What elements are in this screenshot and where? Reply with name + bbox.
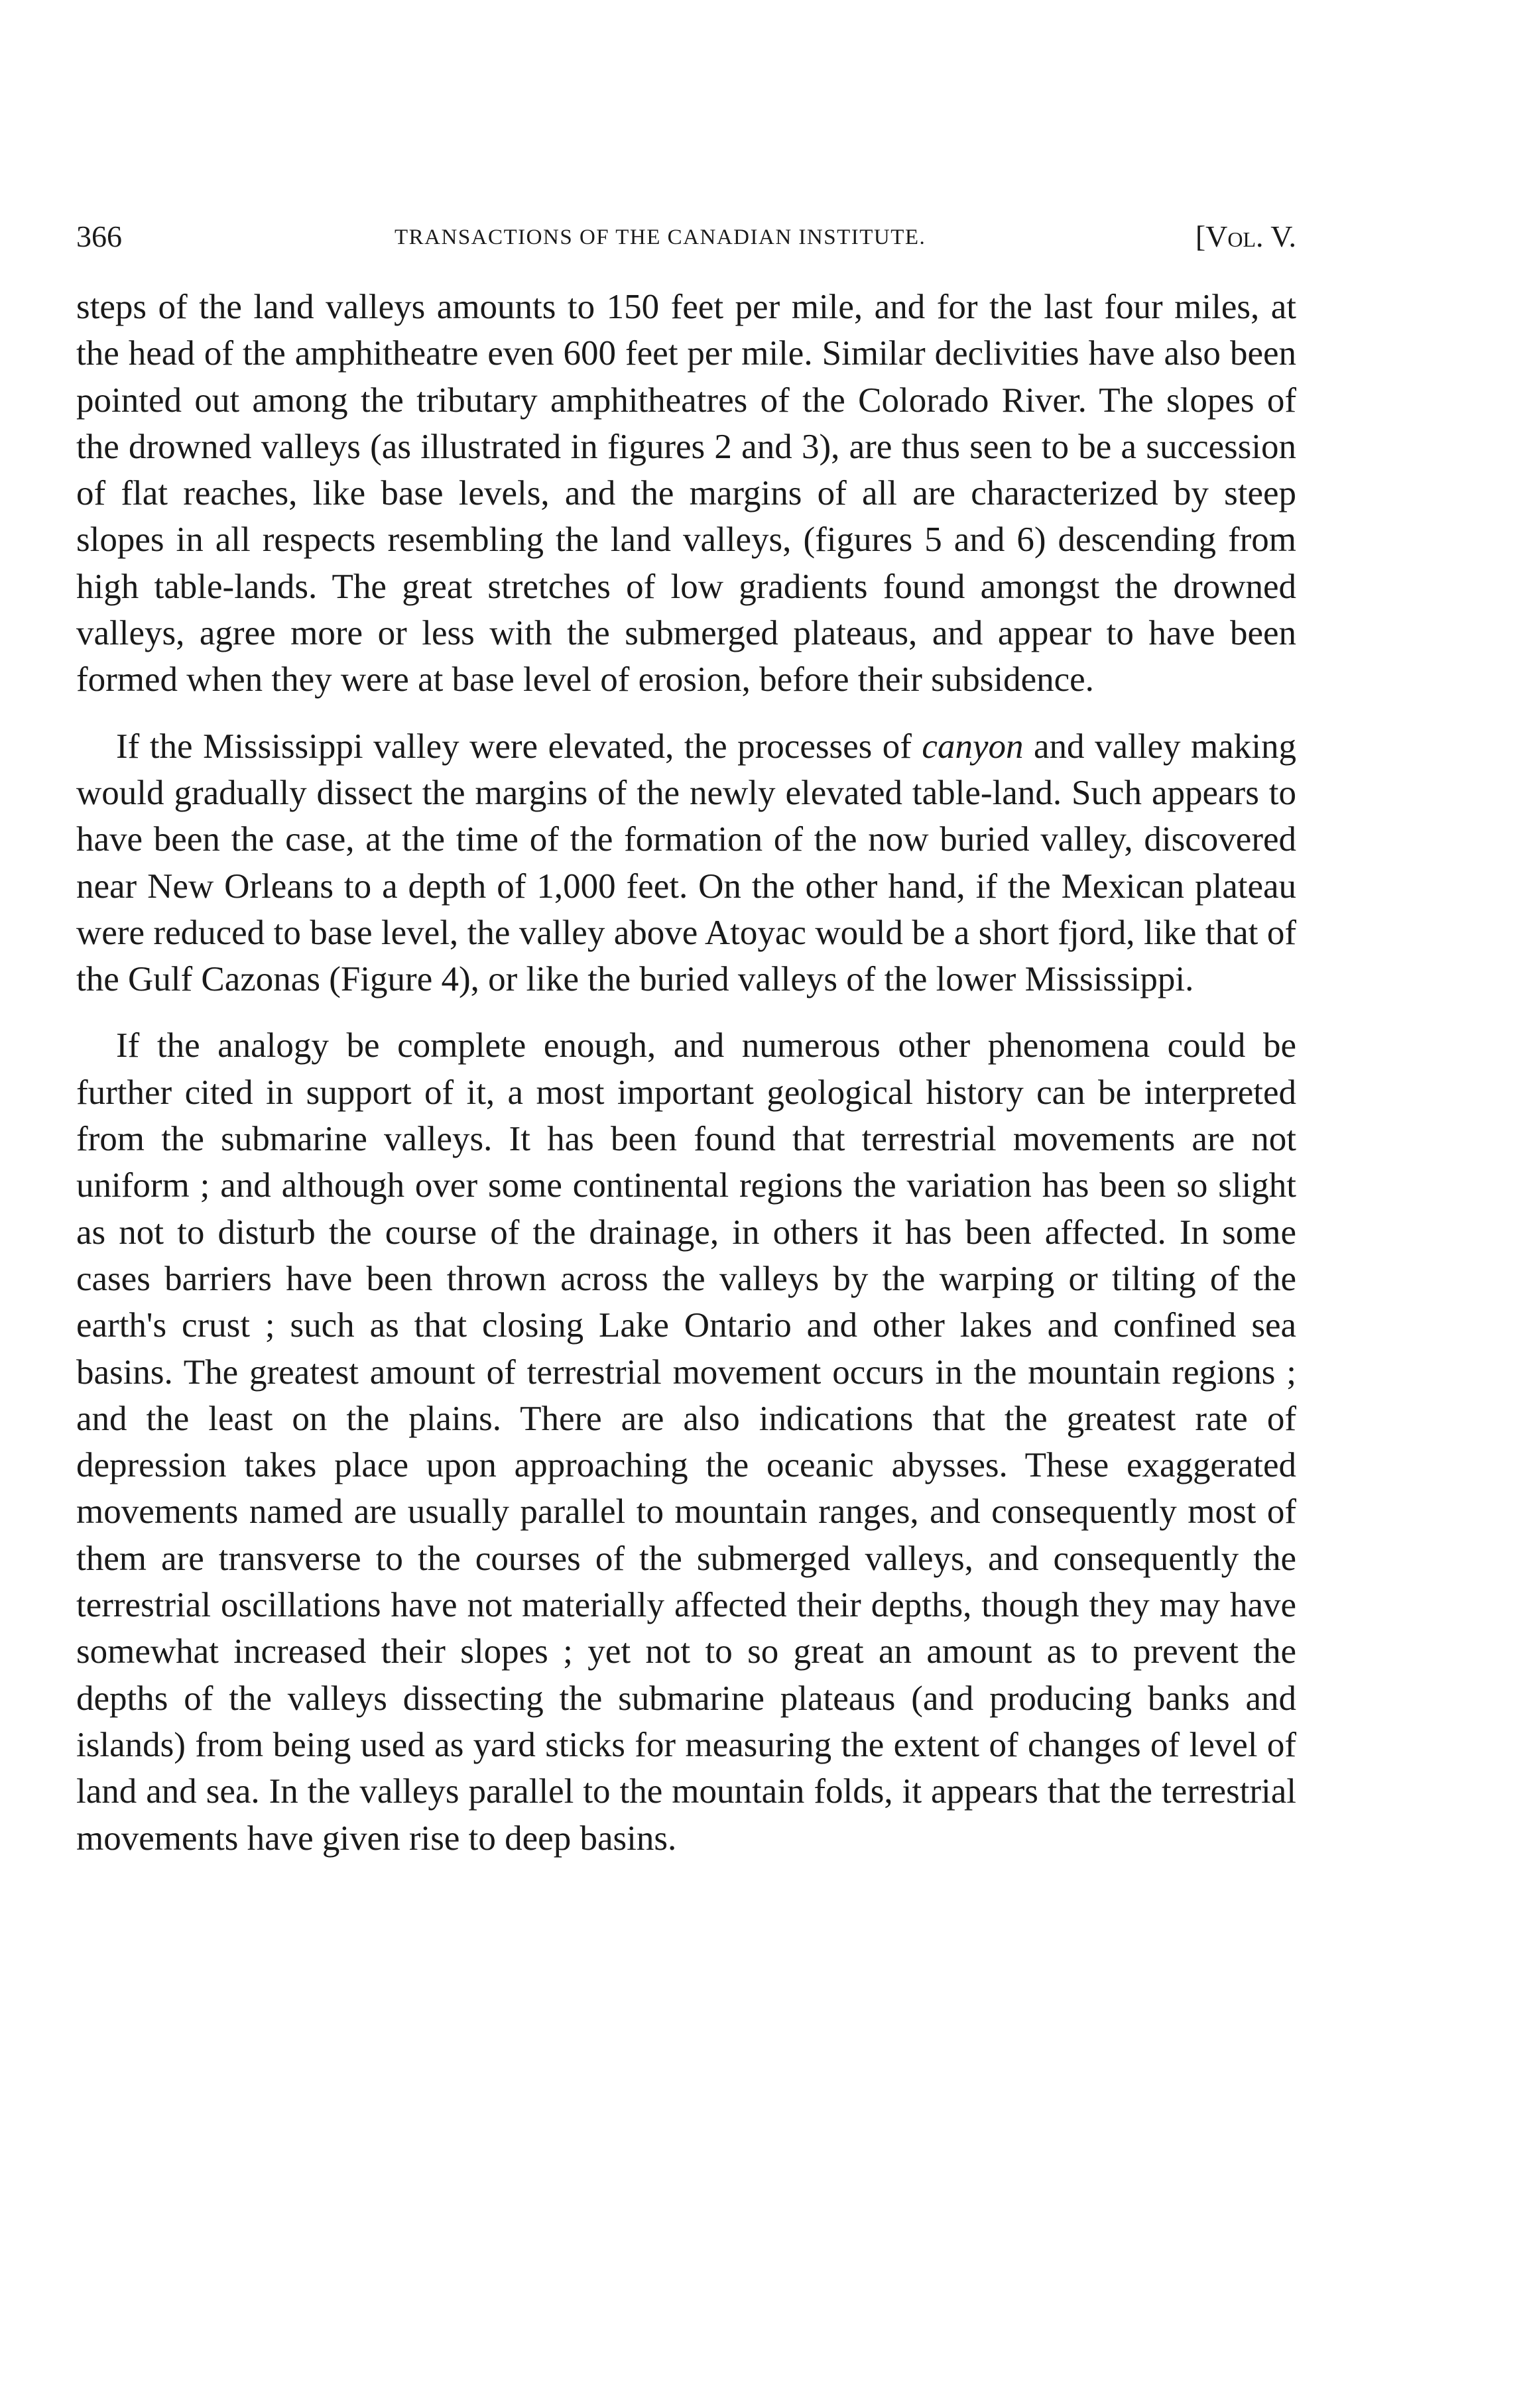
paragraph-2 [76,723,1296,1003]
paragraph-2-text-a: If the Mississippi valley were elevated, the processes of [116,727,922,766]
running-title: TRANSACTIONS OF THE CANADIAN INSTITUTE. [395,225,926,249]
body-text [76,284,1296,1862]
italic-term-canyon: canyon [922,727,1024,766]
paragraph-3 [76,1022,1296,1861]
volume-label: [Vol. V. [1195,219,1296,253]
page-number: 366 [76,219,122,253]
running-header [76,219,1296,259]
paragraph-1 [76,284,1296,703]
paragraph-1-text: steps of the land valleys amounts to 150 feet per mile, and for the last four miles, at the head of the amphitheatre even 600 feet per mile. Similar declivities have also been pointed out among the tributary amphitheatres of the Colorado River. The slopes of the drowned valleys (as illustrated in figures 2 and 3), are thus seen to be a succession of flat reaches, like base levels, and the margins of all are characterized by steep slopes in all respects resembling the land valleys, (figures 5 and 6) descending from high table-lands. The great stretches of low gradients found amongst the drowned valleys, agree more or less with the submerged plateaus, and appear to have been formed when they were at base level of erosion, before their subsidence. [76,288,1296,699]
paragraph-2-text-b: and valley making would gradually dissect the margins of the newly elevated table-land. Such appears to have been the case, at the time of the formation of the now buried valley, discovered near New Orleans to a depth of 1,000 feet. On the other hand, if the Mexican plateau were reduced to base level, the valley above Atoyac would be a short fjord, like that of the Gulf Cazonas (Figure 4), or like the buried valleys of the lower Mississippi. [76,727,1297,999]
paragraph-3-text: If the analogy be complete enough, and numerous other phenomena could be further cited in support of it, a most important geological history can be interpreted from the submarine valleys. It has been found that terrestrial movements are not uniform ; and although over some continental regions the variation has been so slight as not to disturb the course of the drainage, in others it has been affected. In some cases barriers have been thrown across the valleys by the warping or tilting of the earth's crust ; such as that closing Lake Ontario and other lakes and confined sea basins. The greatest amount of terrestrial movement occurs in the mountain regions ; and the least on the plains. There are also indications that the greatest rate of depression takes place upon approaching the oceanic abysses. These exaggerated movements named are usually parallel to mountain ranges, and consequently most of them are transverse to the courses of the submerged valleys, and consequently the terrestrial oscillations have not materially affected their depths, though they may have somewhat increased their slopes ; yet not to so great an amount as to prevent the depths of the valleys dissecting the submarine plateaus (and producing banks and islands) from being used as yard sticks for measuring the extent of changes of level of land and sea. In the valleys parallel to the mountain folds, it appears that the terrestrial movements have given rise to deep basins. [76,1026,1296,1858]
